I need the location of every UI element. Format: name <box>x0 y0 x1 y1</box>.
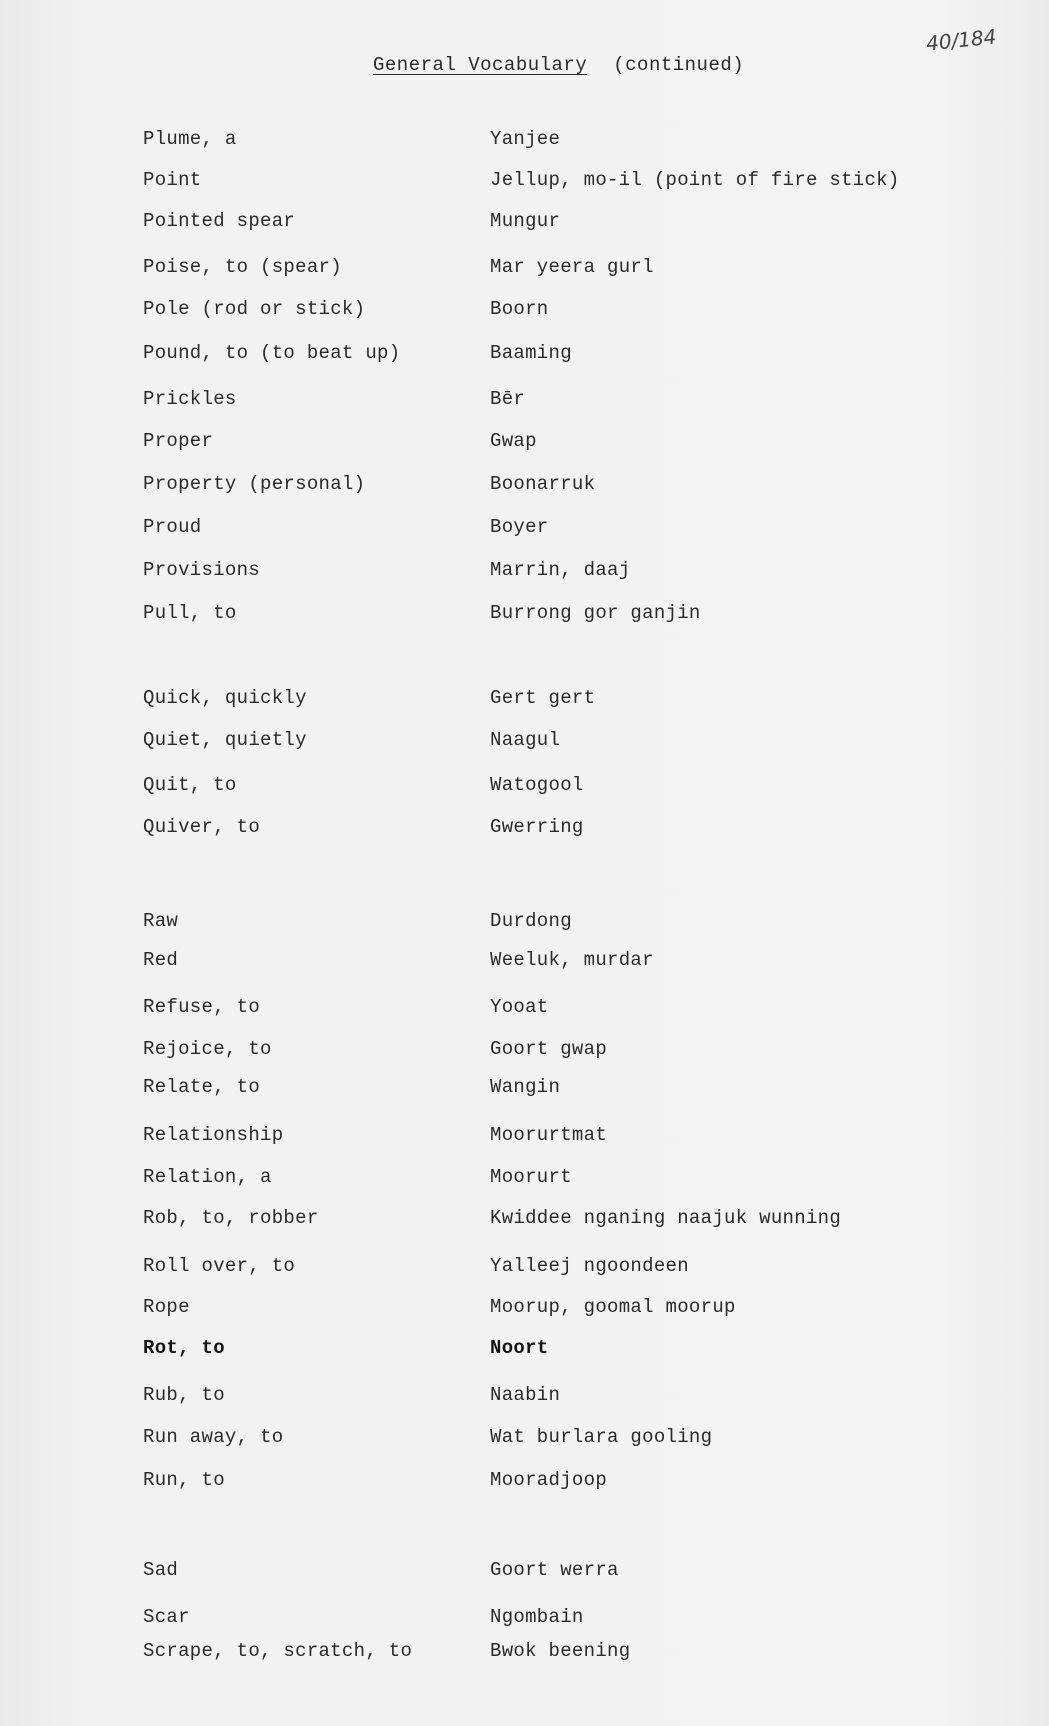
entry-term: Rot, to <box>143 1337 225 1359</box>
vocabulary-row <box>0 1166 1049 1196</box>
entry-gloss: Burrong gor ganjin <box>490 602 701 624</box>
entry-term: Scrape, to, scratch, to <box>143 1640 413 1662</box>
entry-term: Roll over, to <box>143 1255 296 1277</box>
entry-term: Red <box>143 949 179 971</box>
vocabulary-row <box>0 687 1049 717</box>
entry-gloss: Boonarruk <box>490 473 596 495</box>
vocabulary-row <box>0 1337 1049 1367</box>
entry-gloss: Yanjee <box>490 128 561 150</box>
vocabulary-row <box>0 1606 1049 1636</box>
entry-term: Plume, a <box>143 128 237 150</box>
entry-gloss: Moorup, goomal moorup <box>490 1296 736 1318</box>
vocabulary-row <box>0 128 1049 158</box>
entry-term: Point <box>143 169 202 191</box>
entry-term: Run away, to <box>143 1426 284 1448</box>
vocabulary-row <box>0 1469 1049 1499</box>
entry-term: Proud <box>143 516 202 538</box>
vocabulary-row <box>0 602 1049 632</box>
entry-term: Scar <box>143 1606 190 1628</box>
vocabulary-row <box>0 388 1049 418</box>
vocabulary-row <box>0 729 1049 759</box>
entry-term: Relate, to <box>143 1076 261 1098</box>
entry-gloss: Moorurtmat <box>490 1124 608 1146</box>
vocabulary-row <box>0 1207 1049 1237</box>
entry-gloss: Ngombain <box>490 1606 584 1628</box>
entry-term: Rub, to <box>143 1384 225 1406</box>
vocabulary-row <box>0 210 1049 240</box>
entry-gloss: Mungur <box>490 210 561 232</box>
entry-term: Quiver, to <box>143 816 261 838</box>
entry-gloss: Goort gwap <box>490 1038 608 1060</box>
entry-gloss: Bwok beening <box>490 1640 631 1662</box>
vocabulary-row <box>0 1076 1049 1106</box>
entry-term: Rob, to, robber <box>143 1207 319 1229</box>
entry-term: Property (personal) <box>143 473 366 495</box>
entry-term: Pole (rod or stick) <box>143 298 366 320</box>
heading-subtitle: (continued) <box>613 54 745 76</box>
entry-gloss: Goort werra <box>490 1559 619 1581</box>
entry-gloss: Gwerring <box>490 816 584 838</box>
vocabulary-row <box>0 516 1049 546</box>
entry-term: Pointed spear <box>143 210 296 232</box>
entry-gloss: Wat burlara gooling <box>490 1426 713 1448</box>
vocabulary-row <box>0 949 1049 979</box>
vocabulary-row <box>0 256 1049 286</box>
entry-gloss: Durdong <box>490 910 572 932</box>
entry-gloss: Mar yeera gurl <box>490 256 654 278</box>
entry-gloss: Kwiddee nganing naajuk wunning <box>490 1207 842 1229</box>
entry-gloss: Mooradjoop <box>490 1469 608 1491</box>
vocabulary-row <box>0 342 1049 372</box>
page-heading <box>373 54 744 76</box>
entry-gloss: Gert gert <box>490 687 596 709</box>
entry-gloss: Boyer <box>490 516 549 538</box>
entry-term: Run, to <box>143 1469 225 1491</box>
entry-gloss: Moorurt <box>490 1166 572 1188</box>
entry-gloss: Baaming <box>490 342 572 364</box>
entry-gloss: Watogool <box>490 774 584 796</box>
vocabulary-row <box>0 1640 1049 1670</box>
entry-gloss: Marrin, daaj <box>490 559 631 581</box>
entry-term: Quit, to <box>143 774 237 796</box>
heading-title: General Vocabulary <box>373 54 588 76</box>
entry-term: Rope <box>143 1296 190 1318</box>
vocabulary-row <box>0 774 1049 804</box>
entry-gloss: Naabin <box>490 1384 561 1406</box>
vocabulary-row <box>0 1559 1049 1589</box>
vocabulary-row <box>0 996 1049 1026</box>
vocabulary-row <box>0 1384 1049 1414</box>
entry-gloss: Boorn <box>490 298 549 320</box>
vocabulary-row <box>0 910 1049 940</box>
vocabulary-row <box>0 169 1049 199</box>
entry-term: Quiet, quietly <box>143 729 307 751</box>
entry-gloss: Noort <box>490 1337 549 1359</box>
entry-gloss: Weeluk, murdar <box>490 949 654 971</box>
entry-term: Relationship <box>143 1124 284 1146</box>
vocabulary-row <box>0 1124 1049 1154</box>
entry-term: Refuse, to <box>143 996 261 1018</box>
entry-gloss: Yalleej ngoondeen <box>490 1255 689 1277</box>
entry-gloss: Naagul <box>490 729 561 751</box>
entry-term: Rejoice, to <box>143 1038 272 1060</box>
entry-term: Quick, quickly <box>143 687 307 709</box>
entry-gloss: Gwap <box>490 430 537 452</box>
vocabulary-row <box>0 1255 1049 1285</box>
entry-gloss: Wangin <box>490 1076 561 1098</box>
entry-gloss: Bēr <box>490 388 526 410</box>
entry-term: Provisions <box>143 559 261 581</box>
entry-term: Raw <box>143 910 179 932</box>
entry-term: Pull, to <box>143 602 237 624</box>
vocabulary-row <box>0 298 1049 328</box>
vocabulary-row <box>0 1038 1049 1068</box>
entry-term: Relation, a <box>143 1166 272 1188</box>
entry-term: Sad <box>143 1559 179 1581</box>
vocabulary-row <box>0 473 1049 503</box>
entry-term: Pound, to (to beat up) <box>143 342 401 364</box>
vocabulary-row <box>0 816 1049 846</box>
entry-gloss: Yooat <box>490 996 549 1018</box>
entry-term: Poise, to (spear) <box>143 256 342 278</box>
vocabulary-row <box>0 559 1049 589</box>
vocabulary-row <box>0 1426 1049 1456</box>
vocabulary-row <box>0 1296 1049 1326</box>
vocabulary-row <box>0 430 1049 460</box>
folio-number: 40/184 <box>924 24 998 56</box>
entry-gloss: Jellup, mo-il (point of fire stick) <box>490 169 900 191</box>
entry-term: Proper <box>143 430 214 452</box>
entry-term: Prickles <box>143 388 237 410</box>
